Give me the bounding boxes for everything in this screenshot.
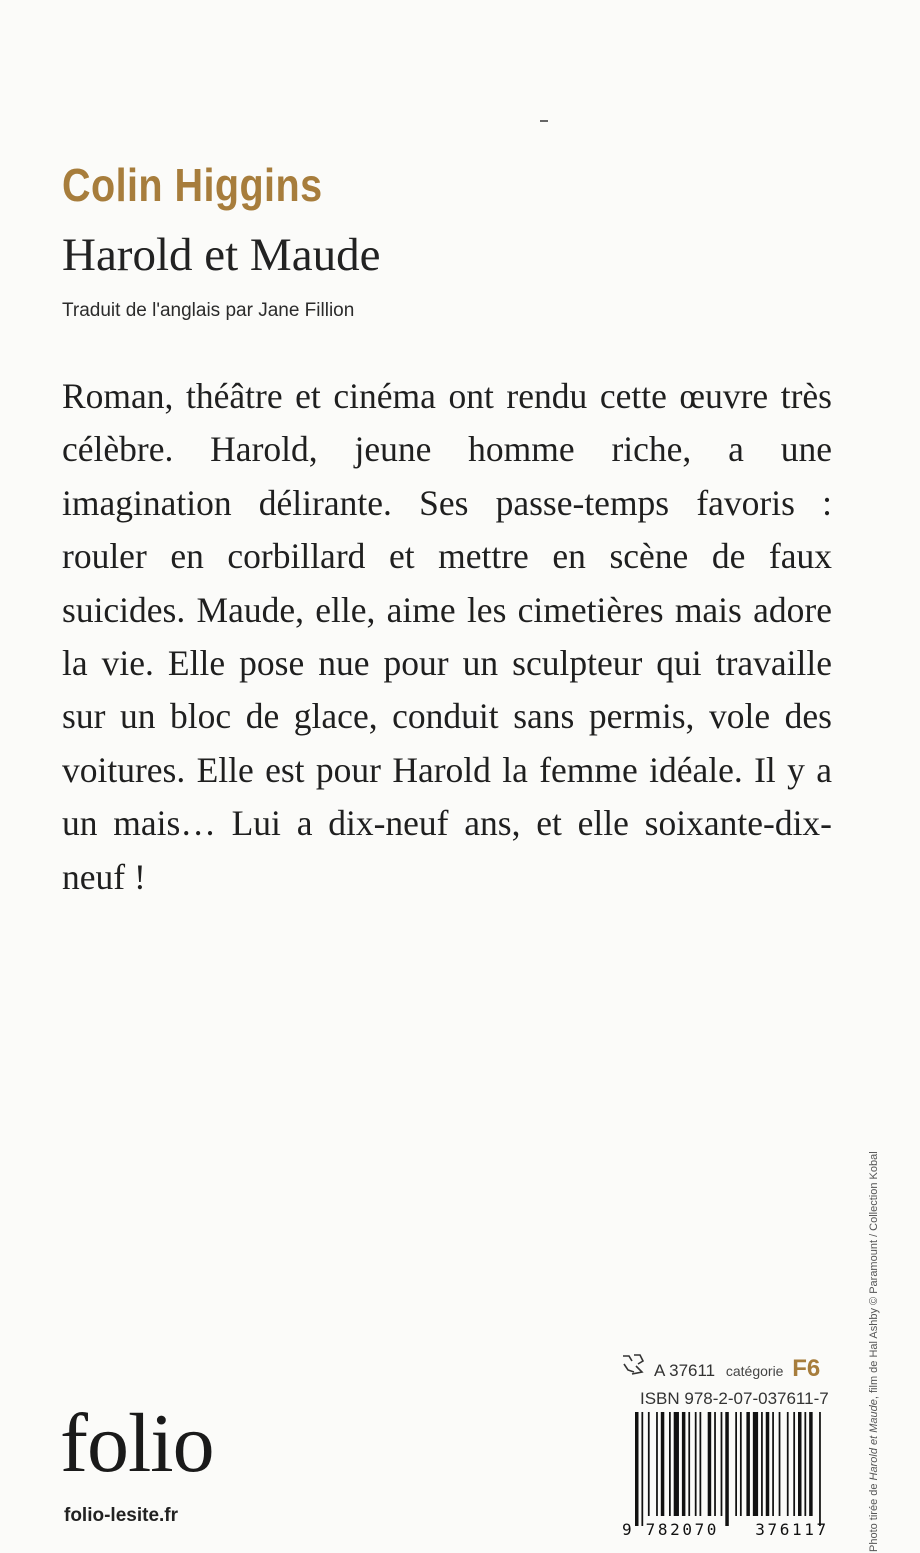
barcode-bar — [753, 1412, 758, 1516]
book-title: Harold et Maude — [62, 229, 381, 281]
barcode-bar — [793, 1412, 795, 1516]
photo-credit-prefix: Photo tirée de — [868, 1480, 880, 1552]
barcode-bar — [804, 1412, 806, 1516]
price-category: F6 — [792, 1355, 821, 1382]
photo-credit-film: Harold et Maude — [868, 1399, 880, 1481]
category-label: catégorie — [725, 1363, 784, 1379]
barcode-bar — [809, 1412, 813, 1516]
barcode-bar — [761, 1412, 763, 1516]
barcode-bar — [700, 1412, 702, 1516]
author-name: Colin Higgins — [62, 159, 323, 211]
barcode-digits — [622, 1520, 842, 1539]
barcode-bar — [714, 1412, 716, 1516]
barcode-bar — [648, 1412, 650, 1516]
barcode-bar — [635, 1412, 639, 1526]
article-code-line — [654, 1355, 820, 1383]
barcode-bar — [779, 1412, 781, 1516]
publisher-website: folio-lesite.fr — [64, 1505, 179, 1526]
barcode-bar — [735, 1412, 737, 1516]
barcode-bar — [772, 1412, 774, 1516]
barcode-bar — [721, 1412, 723, 1516]
article-code: A 37611 — [654, 1361, 716, 1380]
barcode-bar — [708, 1412, 712, 1516]
translator-credit: Traduit de l'anglais par Jane Fillion — [62, 300, 355, 321]
barcode-bar — [695, 1412, 697, 1516]
barcode-bar — [682, 1412, 686, 1516]
barcode-bar — [641, 1412, 643, 1526]
barcode-bar — [766, 1412, 770, 1516]
barcode-bar — [798, 1412, 802, 1516]
book-blurb: Roman, théâtre et cinéma ont rendu cette œuvre très célèbre. Harold, jeune homme riche, a une imagination délirante. Ses passe-temps favoris : rouler en corbillard et mettre en scène de faux suicides. Maude, elle, aime les cimetières mais adore la vie. Elle pose nue pour un sculpteur qui travaille sur un bloc de glace, conduit sans permis, vole des voitures. Elle est pour Harold la femme idéale. Il y a un mais… Lui a dix-neuf ans, et elle soixante-dix-neuf ! — [62, 376, 832, 897]
barcode-bar — [725, 1412, 729, 1526]
barcode-bar — [740, 1412, 742, 1516]
publisher-logo: folio — [60, 1397, 214, 1490]
photo-credit — [868, 962, 880, 1552]
print-speck — [540, 120, 548, 122]
recycle-mark-icon — [620, 1352, 646, 1376]
barcode-bar — [688, 1412, 690, 1516]
isbn: ISBN 978-2-07-037611-7 — [640, 1389, 829, 1408]
barcode-left-digits: 782070 — [645, 1520, 720, 1539]
photo-credit-suffix: , film de Hal Ashby © Paramount / Collection Kobal — [868, 1151, 880, 1400]
barcode-bar — [787, 1412, 789, 1516]
barcode-lead-digit: 9 — [622, 1520, 632, 1539]
barcode-bar — [656, 1412, 658, 1516]
barcode-bar — [661, 1412, 665, 1516]
barcode-bar — [819, 1412, 821, 1526]
barcode-bar — [746, 1412, 750, 1516]
barcode-bar — [669, 1412, 671, 1516]
barcode-bar — [674, 1412, 679, 1516]
barcode-right-digits: 376117 — [755, 1520, 829, 1539]
barcode — [634, 1412, 840, 1526]
